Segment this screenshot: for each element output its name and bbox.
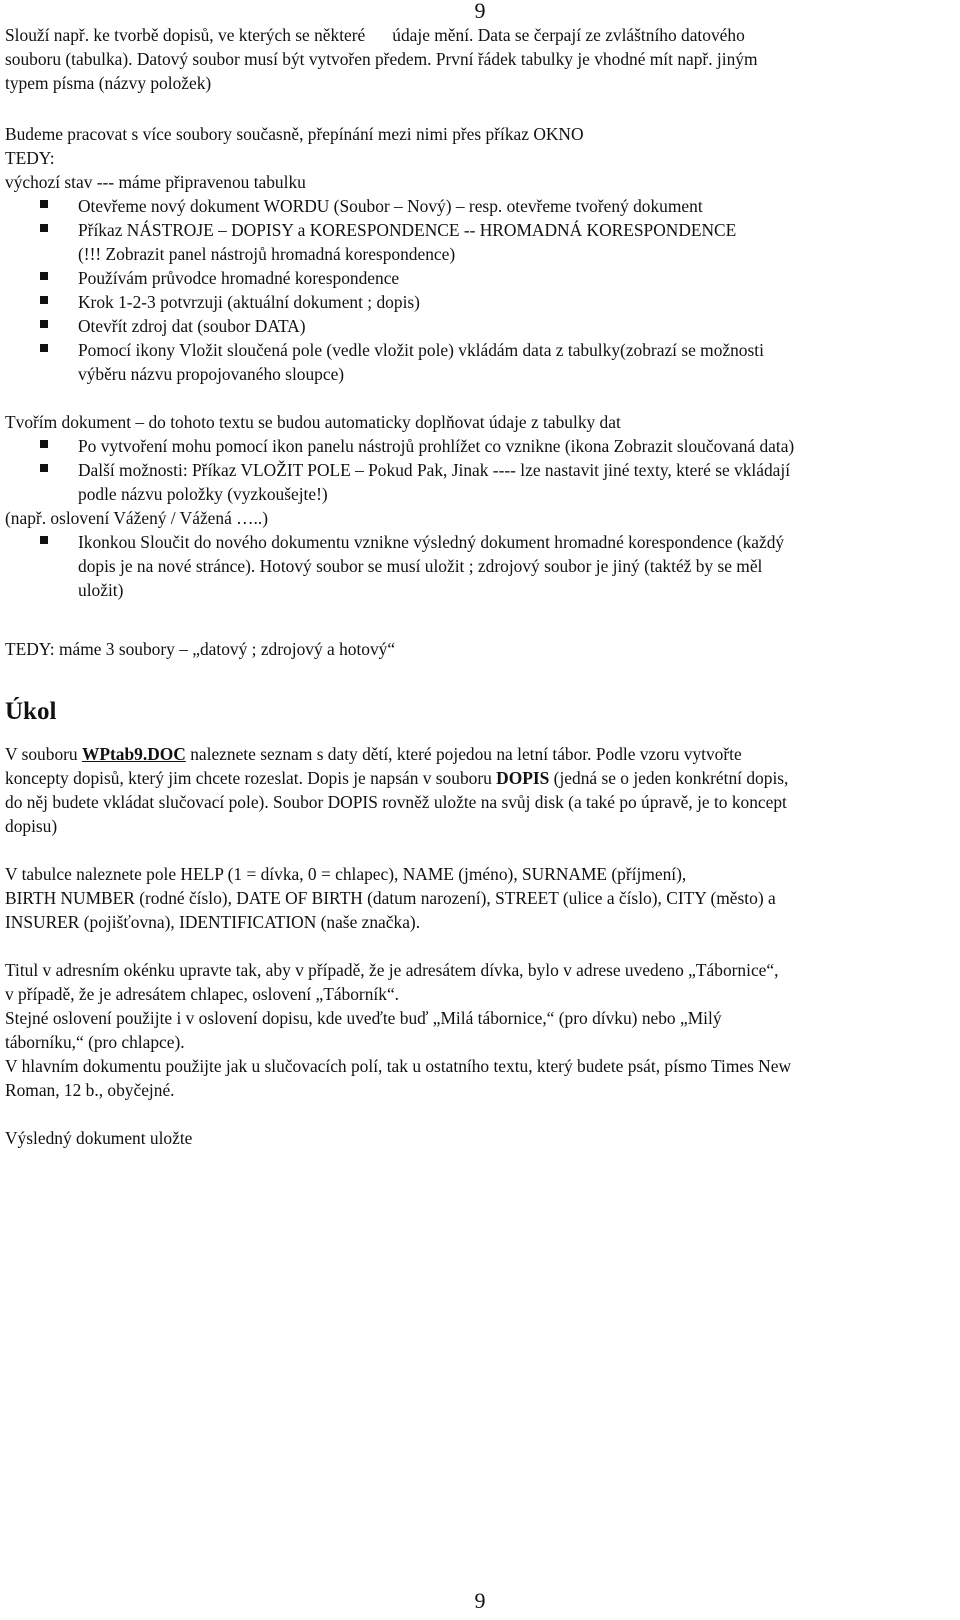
task-para-3-line-3: Stejné oslovení použijte i v oslovení dopisu, kde uveďte buď „Milá tábornice,“ (pro dívku) nebo „Milý [5, 1008, 722, 1028]
intro-line-3: typem písma (názvy položek) [5, 73, 212, 93]
tedy-label: TEDY: [5, 148, 55, 168]
task-final: Výsledný dokument uložte [5, 1128, 193, 1148]
task-para-2-line-3: INSURER (pojišťovna), IDENTIFICATION (naše značka). [5, 912, 421, 932]
workflow-step: Příkaz NÁSTROJE – DOPISY a KORESPONDENCE -- HROMADNÁ KORESPONDENCE [78, 220, 737, 240]
page-number-top: 9 [474, 0, 486, 23]
bullet-icon [40, 272, 48, 280]
task-para-3-line-6: Roman, 12 b., obyčejné. [5, 1080, 175, 1100]
file-name-dopis: DOPIS [496, 768, 550, 788]
page-number-bottom: 9 [474, 1588, 486, 1613]
intro-line-1b: údaje mění. Data se čerpají ze zvláštního datového [392, 25, 745, 45]
task-para-2-line-2: BIRTH NUMBER (rodné číslo), DATE OF BIRTH (datum narození), STREET (ulice a číslo), CITY (město) a [5, 888, 776, 908]
task-para-1-line-2 [5, 767, 788, 789]
create-step-cont: podle názvu položky (vyzkoušejte!) [78, 484, 328, 504]
create-example: (např. oslovení Vážený / Vážená …..) [5, 508, 269, 528]
workflow-step: Pomocí ikony Vložit sloučená pole (vedle vložit pole) vkládám data z tabulky(zobrazí se možnosti [78, 340, 764, 360]
workflow-step: Otevřeme nový dokument WORDU (Soubor – Nový) – resp. otevřeme tvořený dokument [78, 196, 703, 216]
create-step: Ikonkou Sloučit do nového dokumentu vznikne výsledný dokument hromadné korespondence (každý [78, 532, 785, 552]
start-state: výchozí stav --- máme připravenou tabulku [5, 172, 306, 192]
task-text: V souboru [5, 744, 82, 764]
create-step: Další možnosti: Příkaz VLOŽIT POLE – Pokud Pak, Jinak ---- lze nastavit jiné texty, které se vkládají [78, 460, 791, 480]
tedy-summary: TEDY: máme 3 soubory – „datový ; zdrojový a hotový“ [5, 639, 396, 659]
intro-line-1 [5, 24, 745, 46]
task-para-3-line-4: táborníku,“ (pro chlapce). [5, 1032, 185, 1052]
create-step: Po vytvoření mohu pomocí ikon panelu nástrojů prohlížet co vznikne (ikona Zobrazit sloučovaná data) [78, 436, 795, 456]
task-text: naleznete seznam s daty dětí, které pojedou na letní tábor. Podle vzoru vytvořte [185, 744, 742, 764]
bullet-icon [40, 320, 48, 328]
task-para-3-line-1: Titul v adresním okénku upravte tak, aby v případě, že je adresátem dívka, bylo v adrese uvedeno „Tábornice“, [5, 960, 779, 980]
task-para-1-line-1 [5, 743, 742, 765]
bullet-icon [40, 296, 48, 304]
intro-line-1a: Slouží např. ke tvorbě dopisů, ve kterých se některé [5, 25, 366, 45]
create-step-cont: uložit) [78, 580, 124, 600]
task-para-3-line-5: V hlavním dokumentu použijte jak u slučovacích polí, tak u ostatního textu, který budete psát, písmo Times New [5, 1056, 792, 1076]
task-para-1-line-3: do něj budete vkládat slučovací pole). Soubor DOPIS rovněž uložte na svůj disk (a také po úpravě, je to koncept [5, 792, 787, 812]
task-heading: Úkol [5, 698, 57, 725]
task-para-2-line-1: V tabulce naleznete pole HELP (1 = dívka, 0 = chlapec), NAME (jméno), SURNAME (příjmení), [5, 864, 687, 884]
intro-line-2: souboru (tabulka). Datový soubor musí být vytvořen předem. První řádek tabulky je vhodné mít např. jiným [5, 49, 758, 69]
workflow-step: Otevřít zdroj dat (soubor DATA) [78, 316, 306, 336]
file-name: WPtab9.DOC [81, 744, 186, 764]
bullet-icon [40, 344, 48, 352]
bullet-icon [40, 536, 48, 544]
task-text: (jedná se o jeden konkrétní dopis, [549, 768, 789, 788]
bullet-icon [40, 464, 48, 472]
bullet-icon [40, 440, 48, 448]
workflow-intro: Budeme pracovat s více soubory současně, přepínání mezi nimi přes příkaz OKNO [5, 124, 584, 144]
workflow-step: Krok 1-2-3 potvrzuji (aktuální dokument ; dopis) [78, 292, 420, 312]
create-step-cont: dopis je na nové stránce). Hotový soubor se musí uložit ; zdrojový soubor je jiný (taktéž by se měl [78, 556, 763, 576]
bullet-icon [40, 200, 48, 208]
task-text: koncepty dopisů, který jim chcete rozeslat. Dopis je napsán v souboru [5, 768, 497, 788]
workflow-step-note: (!!! Zobrazit panel nástrojů hromadná korespondence) [78, 244, 456, 264]
task-para-3-line-2: v případě, že je adresátem chlapec, oslovení „Táborník“. [5, 984, 400, 1004]
create-intro: Tvořím dokument – do tohoto textu se budou automaticky doplňovat údaje z tabulky dat [5, 412, 621, 432]
bullet-icon [40, 224, 48, 232]
workflow-step-cont: výběru názvu propojovaného sloupce) [78, 364, 345, 384]
task-para-1-line-4: dopisu) [5, 816, 58, 836]
workflow-step: Používám průvodce hromadné korespondence [78, 268, 400, 288]
